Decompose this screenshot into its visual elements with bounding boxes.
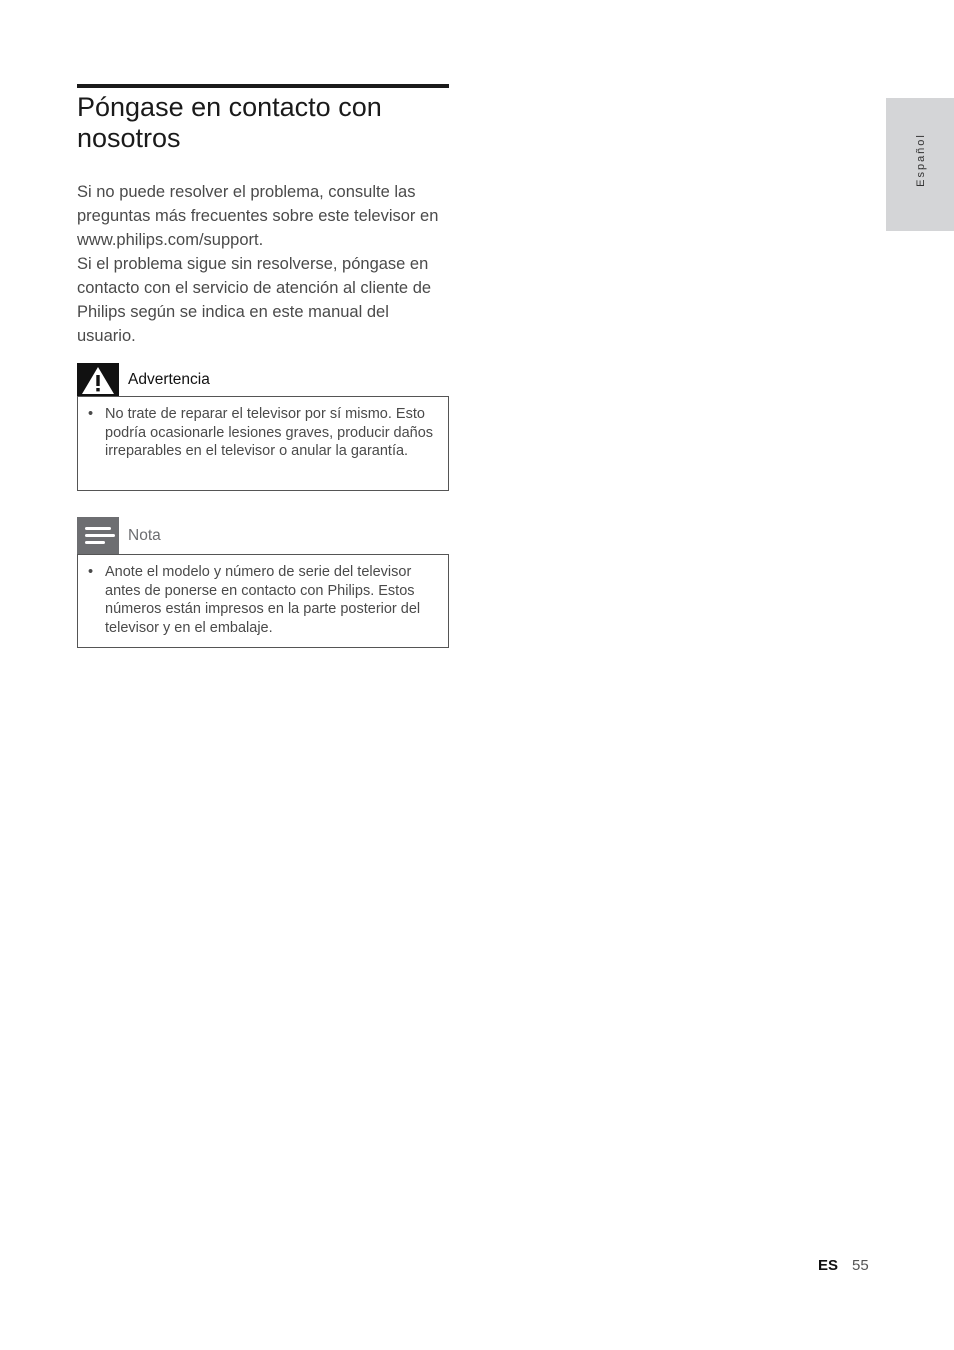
intro-paragraph: Si no puede resolver el problema, consulte las preguntas más frecuentes sobre este televisor en www.philips.com/support. — [77, 183, 439, 249]
list-item — [88, 405, 434, 461]
language-side-tab-label: Español — [915, 133, 927, 187]
title-rule — [77, 84, 449, 88]
warning-triangle-icon — [77, 363, 119, 397]
bullet: • — [88, 564, 94, 580]
page-footer — [818, 1256, 869, 1276]
page-number: 55 — [852, 1257, 869, 1274]
intro-paragraph: Si el problema sigue sin resolverse, póngase en contacto con el servicio de atención al cliente de Philips según se indica en este manual del usuario. — [77, 255, 432, 345]
note-header — [77, 517, 449, 551]
note-box — [77, 554, 449, 648]
note-label: Nota — [128, 527, 161, 544]
list-item — [88, 563, 434, 637]
note-list — [78, 555, 448, 645]
page-title: Póngase en contacto con nosotros — [77, 92, 382, 153]
note-lines-icon — [77, 517, 119, 554]
language-side-tab — [886, 98, 954, 231]
warning-item-text: No trate de reparar el televisor por sí mismo. Esto podría ocasionarle lesiones graves, producir daños irreparables en el televisor o anular la garantía. — [105, 406, 434, 459]
note-item-text: Anote el modelo y número de serie del televisor antes de ponerse en contacto con Philips. Estos números están impresos en la parte posterior del televisor y en el embalaje. — [105, 564, 421, 636]
warning-header — [77, 363, 449, 397]
warning-box — [77, 396, 449, 491]
bullet: • — [88, 406, 94, 422]
footer-language-code: ES — [818, 1257, 839, 1274]
warning-label: Advertencia — [128, 371, 210, 388]
intro-text — [77, 180, 452, 348]
warning-list — [78, 397, 448, 469]
